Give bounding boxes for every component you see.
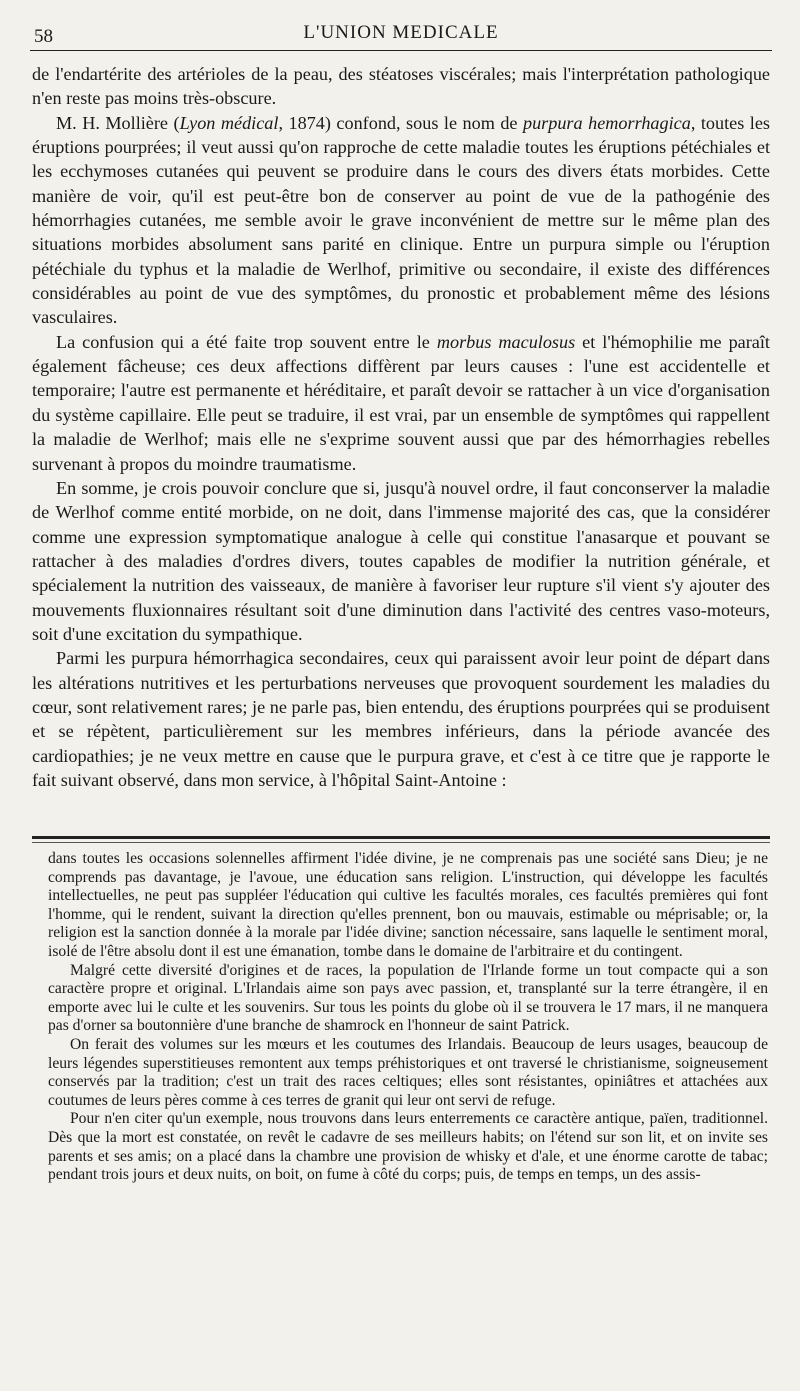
paragraph-1: de l'endartérite des artérioles de la peau, des stéatoses viscérales; mais l'interprétation pathologique n'en reste pas moins très-obscure. xyxy=(32,64,770,109)
term-purpura: purpura hemorrhagica xyxy=(522,112,691,133)
feuilleton-rule xyxy=(32,836,770,839)
feuilleton-rule-thin xyxy=(32,842,770,843)
feuilleton-paragraph-4: Pour n'en citer qu'un exemple, nous trouvons dans leurs enterrements ce caractère antique, païen, traditionnel. Dès que la mort est constatée, on revêt le cadavre de ses meilleurs habits; on l'étend sur son lit, et on invite ses parents et ses amis; on a placé dans la chambre une provision de whisky et d'ale, et une énorme carotte de tabac; pendant trois jours et deux nuits, on boit, on fume à côté du corps; puis, de temps en temps, un des assis- xyxy=(48,1110,768,1184)
running-header xyxy=(30,18,772,48)
feuilleton xyxy=(48,850,768,1185)
feuilleton-paragraph-1: dans toutes les occasions solennelles affirment l'idée divine, je ne comprenais pas une société sans Dieu; je ne comprends pas davantage, je l'avoue, une éducation sans religion. L'instruction, qui développe les facultés intellectuelles, ne peut pas suppléer l'éducation qui cultive les facultés morales, ces facultés premières qui font l'homme, qui le rendent, suivant la direction qu'elles prennent, bon ou mauvais, estimable ou méprisable; or, la religion est la sanction donnée à la morale par l'idée divine; sanction nécessaire, sans laquelle le sentiment moral, isolé de l'être absolu dont il est une émanation, tombe dans le domaine de l'arbitraire et du contingent. xyxy=(48,850,768,960)
term-morbus: morbus maculosus xyxy=(436,331,576,352)
citation-title: Lyon médical xyxy=(179,112,279,133)
journal-title: L'UNION MEDICALE xyxy=(303,22,499,43)
main-article xyxy=(32,62,770,792)
page-number: 58 xyxy=(34,26,53,47)
header-rule xyxy=(30,50,772,51)
feuilleton-paragraph-2: Malgré cette diversité d'origines et de races, la population de l'Irlande forme un tout compacte qui a son caractère propre et original. L'Irlandais aime son pays avec passion, et, transplanté sur la terre étrangère, il en emporte avec lui le culte et les souvenirs. Sur tous les points du globe où il se trouvera le 17 mars, il ne manquera pas d'orner sa boutonnière d'une branche de shamrock en l'honneur de saint Patrick. xyxy=(48,961,768,1035)
paragraph-2: M. H. Mollière (Lyon médical, 1874) confond, sous le nom de purpura hemorrhagica, toutes les éruptions pourprées; il veut aussi qu'on rapproche de cette maladie toutes les éruptions pétéchiales et les ecchymoses cutanées qui peuvent se produire dans le cours des divers états morbides. Cette manière de voir, qu'il est peut-être bon de conserver au point de vue de la pathogénie des hémorrhagies cutanées, me semble avoir le grave inconvénient de mettre sur le même plan des situations morbides absolument sans parité en clinique. Entre un purpura simple ou l'éruption pétéchiale du typhus et la maladie de Werlhof, primitive ou secondaire, il existe des différences considérables au point de vue des symptômes, du pronostic et probablement même des lésions vasculaires. xyxy=(32,112,771,328)
paragraph-5: Parmi les purpura hémorrhagica secondaires, ceux qui paraissent avoir leur point de départ dans les altérations nutritives et les perturbations nerveuses que provoquent sourdement les maladies du cœur, sont relativement rares; je ne parle pas, bien entendu, des éruptions pourprées qui se produisent et se répètent, particulièrement sur les membres inférieurs, dans la période avancée des cardiopathies; je ne veux mettre en cause que le purpura grave, et c'est à ce titre que je rapporte le fait suivant observé, dans mon service, à l'hôpital Saint-Antoine : xyxy=(32,648,770,790)
paragraph-4: En somme, je crois pouvoir conclure que si, jusqu'à nouvel ordre, il faut conconserver la maladie de Werlhof comme entité morbide, on ne doit, dans l'immense majorité des cas, que la considérer comme une expression symptomatique analogue à celle qui constitue l'anasarque et pouvant se rattacher à des maladies d'ordres divers, toutes capables de modifier la nutrition générale, et spécialement la nutrition des vaisseaux, de manière à favoriser leur rupture s'il vient s'y ajouter des mouvements fluxionnaires résultant soit d'une diminution dans l'activité des centres vaso-moteurs, soit d'une excitation du sympathique. xyxy=(32,477,770,644)
page xyxy=(30,0,772,1391)
feuilleton-paragraph-3: On ferait des volumes sur les mœurs et les coutumes des Irlandais. Beaucoup de leurs usages, beaucoup de leurs légendes superstitieuses remontent aux temps préhistoriques et ont traversé le christianisme, soigneusement conservés par la tradition; c'est un trait des races celtiques; elles sont résistantes, opiniâtres et attachées aux coutumes de leurs pères comme à ces terres de granit qui leur ont servi de refuge. xyxy=(48,1035,768,1109)
paragraph-3: La confusion qui a été faite trop souvent entre le morbus maculosus et l'hémophilie me paraît également fâcheuse; ces deux affections diffèrent par leurs causes : l'une est accidentelle et temporaire; l'autre est permanente et héréditaire, et paraît devoir se rattacher à un vice d'organisation du système capillaire. Elle peut se traduire, il est vrai, par un ensemble de symptômes qui rappellent la maladie de Werlhof; mais elle ne s'exprime souvent aussi que par des hémorrhagies rebelles survenant à propos du moindre traumatisme. xyxy=(32,331,770,474)
